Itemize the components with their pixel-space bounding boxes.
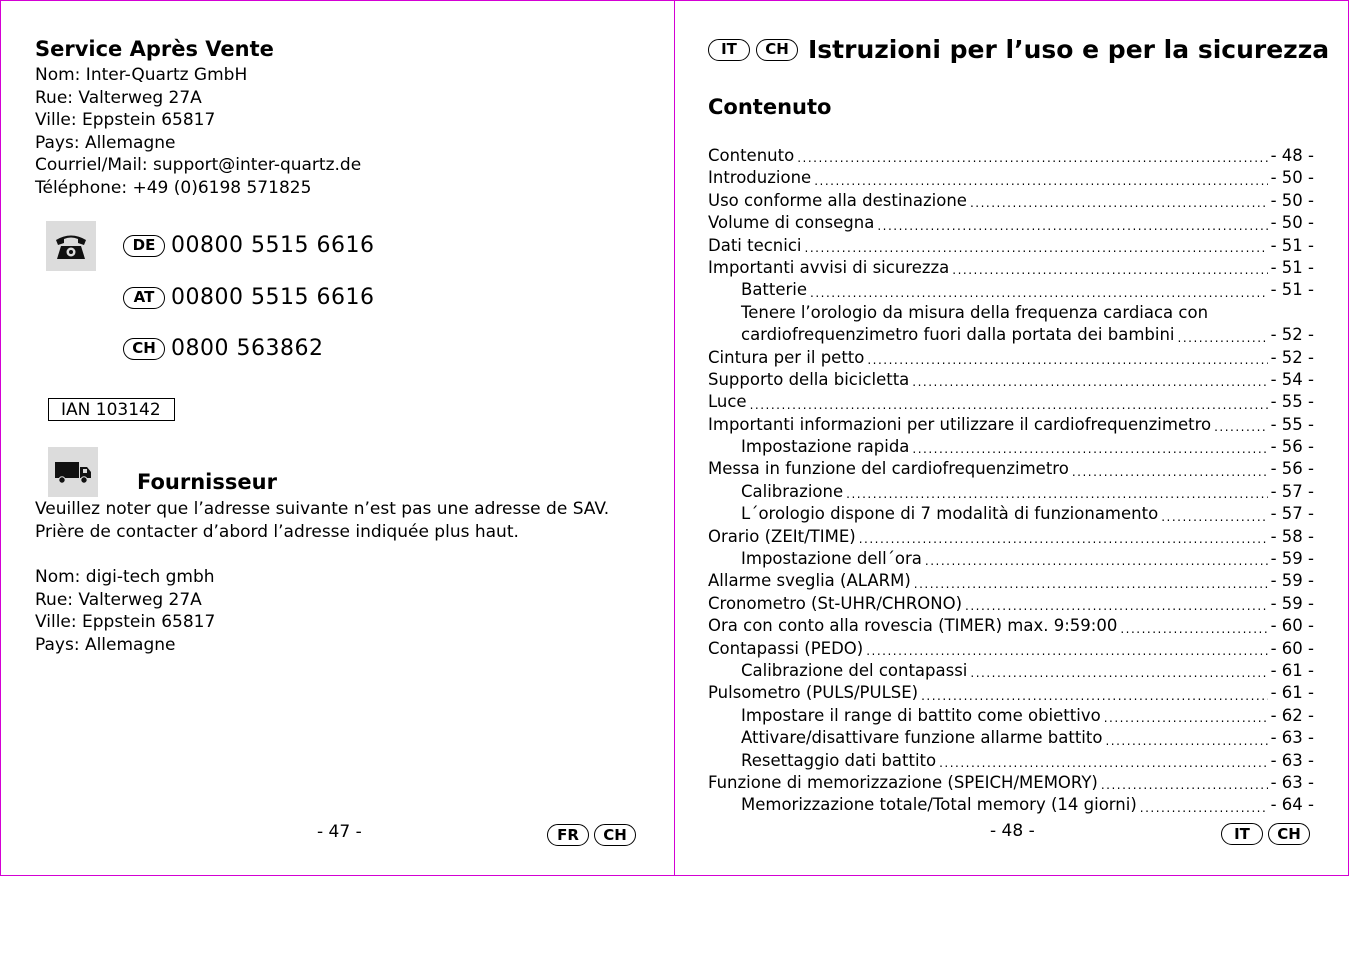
toc-leader-dots bbox=[846, 485, 1267, 503]
toc-entry bbox=[708, 481, 1314, 503]
toc-page-number: - 51 - bbox=[1270, 235, 1314, 255]
lang-badge-ch: CH bbox=[594, 824, 636, 846]
toc-label: Impostazione rapida bbox=[741, 437, 910, 457]
toc-page-number: - 52 - bbox=[1270, 325, 1314, 345]
toc-leader-dots bbox=[965, 597, 1268, 615]
toc-leader-dots bbox=[1178, 329, 1268, 347]
toc-label: Orario (ZEIt/TIME) bbox=[708, 526, 856, 546]
toc-entry bbox=[708, 526, 1314, 548]
toc-leader-dots bbox=[921, 687, 1268, 705]
phone-row-de bbox=[123, 233, 374, 258]
lang-badge-ch: CH bbox=[756, 39, 798, 61]
toc-label: Uso conforme alla destinazione bbox=[708, 190, 967, 210]
telephone-icon bbox=[46, 221, 96, 271]
toc-page-number: - 55 - bbox=[1270, 392, 1314, 412]
toc-page-number: - 64 - bbox=[1270, 795, 1314, 815]
toc-entry bbox=[708, 570, 1314, 592]
toc-page-number: - 59 - bbox=[1270, 593, 1314, 613]
toc-entry bbox=[708, 772, 1314, 794]
country-badge-at: AT bbox=[123, 287, 165, 309]
toc-entry bbox=[708, 145, 1314, 167]
toc-page-number: - 61 - bbox=[1270, 683, 1314, 703]
toc-entry bbox=[708, 705, 1314, 727]
toc-page-number: - 54 - bbox=[1270, 369, 1314, 389]
toc-entry bbox=[708, 391, 1314, 413]
toc-entry bbox=[708, 794, 1314, 816]
address-line: Nom: Inter-Quartz GmbH bbox=[35, 65, 248, 85]
toc-page-number: - 48 - bbox=[1270, 145, 1314, 165]
left-page bbox=[0, 0, 675, 876]
toc-entry bbox=[708, 279, 1314, 301]
toc-label: Luce bbox=[708, 392, 747, 412]
toc-page-number: - 63 - bbox=[1270, 750, 1314, 770]
toc-leader-dots bbox=[914, 575, 1268, 593]
toc-leader-dots bbox=[925, 552, 1268, 570]
toc-leader-dots bbox=[814, 172, 1267, 190]
language-badges bbox=[1221, 823, 1310, 845]
toc-page-number: - 51 - bbox=[1270, 280, 1314, 300]
phone-number-ch: 0800 563862 bbox=[171, 336, 324, 361]
toc-entry bbox=[708, 235, 1314, 257]
country-badge-de: DE bbox=[123, 235, 165, 257]
toc-entry bbox=[708, 458, 1314, 480]
toc-page-number: - 50 - bbox=[1270, 190, 1314, 210]
toc-leader-dots bbox=[1101, 776, 1268, 794]
toc-label: Importanti informazioni per utilizzare il cardiofrequenzimetro bbox=[708, 414, 1212, 434]
toc-page-number: - 63 - bbox=[1270, 772, 1314, 792]
lang-badge-it: IT bbox=[708, 39, 750, 61]
toc-entry bbox=[708, 414, 1314, 436]
toc-entry bbox=[708, 660, 1314, 682]
toc-page-number: - 59 - bbox=[1270, 571, 1314, 591]
address-line: Courriel/Mail: support@inter-quartz.de bbox=[35, 155, 362, 175]
table-of-contents bbox=[708, 145, 1314, 817]
toc-leader-dots bbox=[1140, 799, 1268, 817]
toc-label: Pulsometro (PULS/PULSE) bbox=[708, 683, 919, 703]
toc-leader-dots bbox=[970, 664, 1267, 682]
toc-leader-dots bbox=[970, 194, 1268, 212]
supplier-address bbox=[35, 566, 215, 656]
toc-label: Cintura per il petto bbox=[708, 347, 865, 367]
toc-leader-dots bbox=[912, 373, 1267, 391]
toc-page-number: - 56 - bbox=[1270, 459, 1314, 479]
page-number: - 48 - bbox=[990, 821, 1035, 841]
toc-page-number: - 59 - bbox=[1270, 549, 1314, 569]
toc-leader-dots bbox=[866, 642, 1267, 660]
toc-entry bbox=[708, 212, 1314, 234]
lang-badge-it: IT bbox=[1221, 823, 1263, 845]
phone-row-at bbox=[123, 285, 374, 310]
address-line: Nom: digi-tech gmbh bbox=[35, 567, 215, 587]
toc-label: Ora con conto alla rovescia (TIMER) max. 9:59:00 bbox=[708, 616, 1118, 636]
toc-page-number: - 60 - bbox=[1270, 616, 1314, 636]
toc-label: Memorizzazione totale/Total memory (14 giorni) bbox=[741, 795, 1137, 815]
toc-leader-dots bbox=[805, 239, 1268, 257]
toc-label: Tenere l’orologio da misura della frequenza cardiaca con bbox=[741, 302, 1209, 322]
toc-leader-dots bbox=[912, 440, 1267, 458]
toc-label: Volume di consegna bbox=[708, 213, 875, 233]
address-line: Téléphone: +49 (0)6198 571825 bbox=[35, 177, 312, 198]
toc-label: cardiofrequenzimetro fuori dalla portata dei bambini bbox=[741, 325, 1175, 345]
toc-label: L´orologio dispone di 7 modalità di funzionamento bbox=[741, 504, 1159, 524]
section-heading: Contenuto bbox=[708, 95, 832, 119]
toc-page-number: - 61 - bbox=[1270, 660, 1314, 680]
service-address bbox=[35, 64, 361, 199]
toc-page-number: - 51 - bbox=[1270, 257, 1314, 277]
toc-label: Contapassi (PEDO) bbox=[708, 638, 864, 658]
toc-label: Impostazione dell´ora bbox=[741, 549, 922, 569]
address-line: Ville: Eppstein 65817 bbox=[35, 612, 216, 632]
toc-entry bbox=[708, 324, 1314, 346]
toc-label: Funzione di memorizzazione (SPEICH/MEMORY) bbox=[708, 772, 1098, 792]
supplier-note: Veuillez noter que l’adresse suivante n’est pas une adresse de SAV. Prière de contacter d’abord l’adresse indiquée plus haut. bbox=[35, 499, 610, 542]
phone-row-ch bbox=[123, 336, 323, 361]
toc-leader-dots bbox=[859, 530, 1268, 548]
toc-label: Calibrazione bbox=[741, 481, 844, 501]
toc-page-number: - 57 - bbox=[1270, 504, 1314, 524]
toc-label: Dati tecnici bbox=[708, 235, 802, 255]
toc-leader-dots bbox=[1214, 418, 1268, 436]
toc-leader-dots bbox=[750, 396, 1268, 414]
toc-leader-dots bbox=[1105, 732, 1267, 750]
toc-page-number: - 58 - bbox=[1270, 526, 1314, 546]
toc-label: Contenuto bbox=[708, 145, 795, 165]
toc-entry bbox=[708, 167, 1314, 189]
toc-page-number: - 52 - bbox=[1270, 347, 1314, 367]
toc-label: Resettaggio dati battito bbox=[741, 750, 937, 770]
toc-leader-dots bbox=[810, 284, 1268, 302]
toc-entry bbox=[708, 593, 1314, 615]
toc-page-number: - 57 - bbox=[1270, 481, 1314, 501]
toc-entry bbox=[708, 369, 1314, 391]
toc-entry bbox=[708, 615, 1314, 637]
lang-badge-ch: CH bbox=[1268, 823, 1310, 845]
lang-badge-fr: FR bbox=[547, 824, 589, 846]
toc-label: Importanti avvisi di sicurezza bbox=[708, 257, 950, 277]
toc-entry bbox=[708, 548, 1314, 570]
toc-page-number: - 60 - bbox=[1270, 638, 1314, 658]
toc-label: Messa in funzione del cardiofrequenzimetro bbox=[708, 459, 1069, 479]
toc-entry bbox=[708, 682, 1314, 704]
toc-leader-dots bbox=[952, 261, 1267, 279]
phone-number-de: 00800 5515 6616 bbox=[171, 233, 375, 258]
toc-label: Allarme sveglia (ALARM) bbox=[708, 571, 911, 591]
toc-label: Supporto della bicicletta bbox=[708, 369, 910, 389]
country-badge-ch: CH bbox=[123, 338, 165, 360]
toc-leader-dots bbox=[1120, 620, 1267, 638]
language-badges bbox=[547, 824, 636, 846]
address-line: Rue: Valterweg 27A bbox=[35, 589, 202, 610]
toc-page-number: - 62 - bbox=[1270, 705, 1314, 725]
toc-entry bbox=[708, 503, 1314, 525]
page-number: - 47 - bbox=[317, 822, 362, 842]
toc-leader-dots bbox=[1161, 508, 1267, 526]
toc-page-number: - 56 - bbox=[1270, 437, 1314, 457]
toc-page-number: - 50 - bbox=[1270, 168, 1314, 188]
address-line: Ville: Eppstein 65817 bbox=[35, 110, 216, 130]
toc-entry bbox=[708, 436, 1314, 458]
toc-label: Calibrazione del contapassi bbox=[741, 660, 968, 680]
phone-number-at: 00800 5515 6616 bbox=[171, 285, 375, 310]
address-line: Pays: Allemagne bbox=[35, 132, 176, 153]
service-title: Service Après Vente bbox=[35, 37, 274, 61]
toc-leader-dots bbox=[877, 217, 1267, 235]
toc-entry bbox=[708, 190, 1314, 212]
toc-entry bbox=[708, 347, 1314, 369]
toc-leader-dots bbox=[939, 754, 1267, 772]
toc-label: Introduzione bbox=[708, 168, 812, 188]
address-line: Pays: Allemagne bbox=[35, 634, 176, 655]
toc-page-number: - 63 - bbox=[1270, 728, 1314, 748]
truck-icon bbox=[48, 447, 98, 497]
toc-label: Cronometro (St-UHR/CHRONO) bbox=[708, 593, 963, 613]
right-header bbox=[708, 35, 1329, 64]
toc-entry bbox=[708, 727, 1314, 749]
toc-leader-dots bbox=[797, 149, 1267, 167]
toc-page-number: - 50 - bbox=[1270, 213, 1314, 233]
toc-entry bbox=[708, 638, 1314, 660]
toc-entry bbox=[708, 302, 1314, 324]
address-line: Rue: Valterweg 27A bbox=[35, 87, 202, 108]
ian-code: IAN 103142 bbox=[48, 398, 175, 421]
toc-leader-dots bbox=[1072, 463, 1268, 481]
toc-entry bbox=[708, 257, 1314, 279]
page-title: Istruzioni per l’uso e per la sicurezza bbox=[808, 35, 1330, 64]
toc-page-number: - 55 - bbox=[1270, 414, 1314, 434]
toc-label: Impostare il range di battito come obiettivo bbox=[741, 705, 1101, 725]
toc-label: Batterie bbox=[741, 280, 808, 300]
toc-label: Attivare/disattivare funzione allarme battito bbox=[741, 728, 1103, 748]
toc-leader-dots bbox=[1104, 709, 1268, 727]
toc-entry bbox=[708, 750, 1314, 772]
supplier-title: Fournisseur bbox=[137, 470, 277, 494]
toc-leader-dots bbox=[867, 351, 1267, 369]
